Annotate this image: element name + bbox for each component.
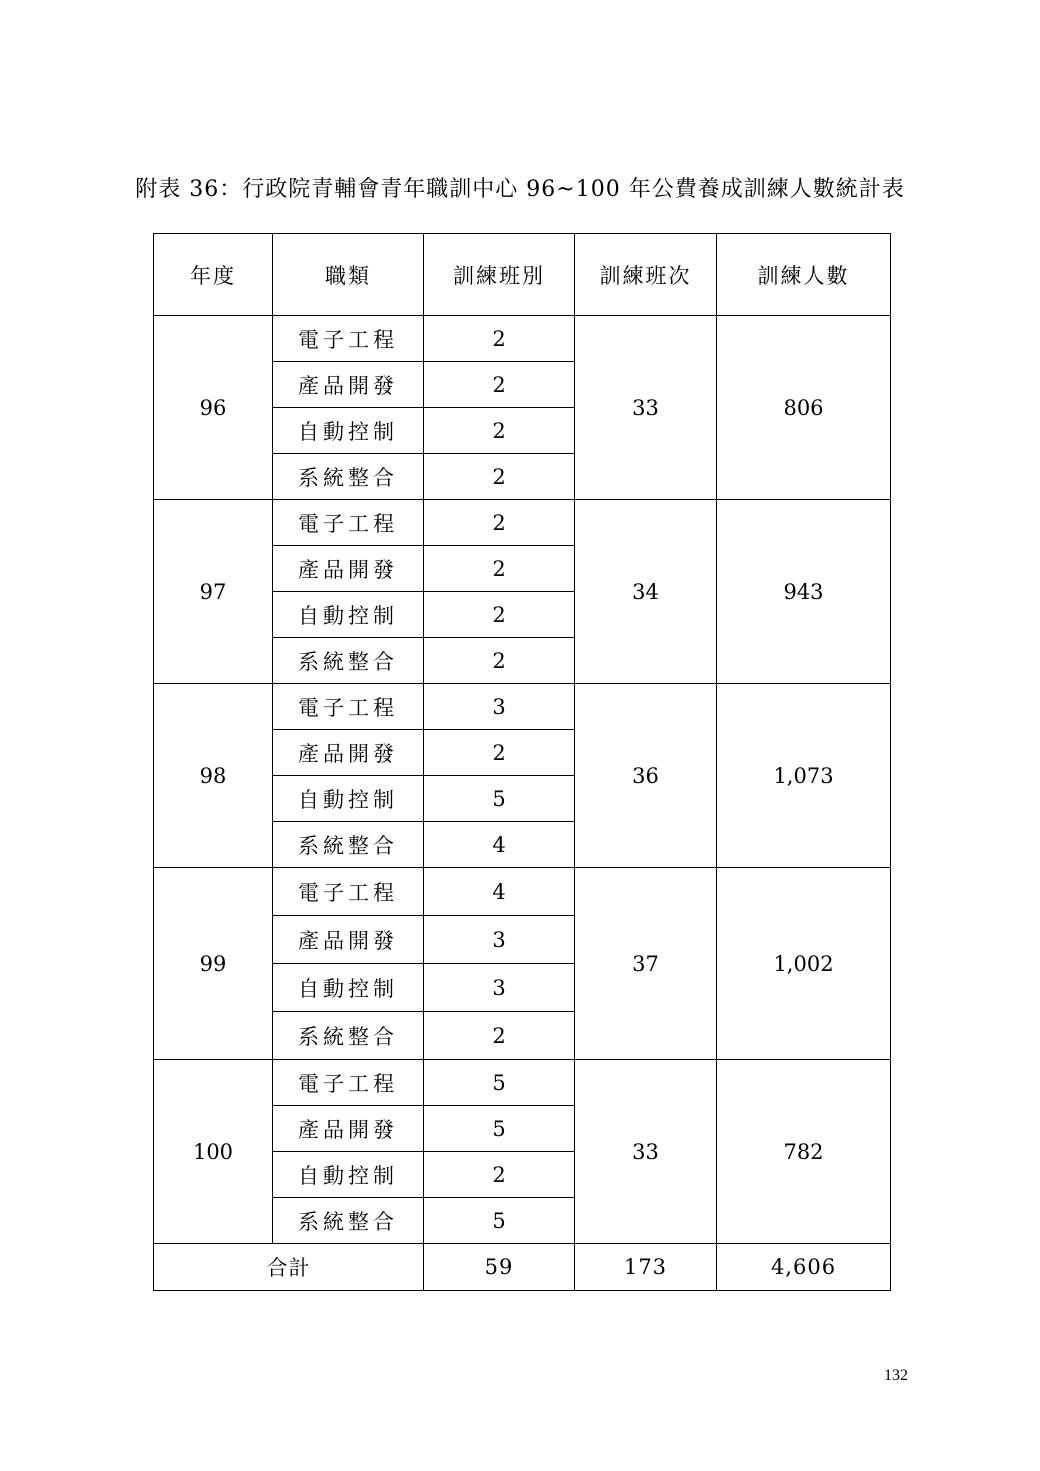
year-cell: 97 (154, 500, 273, 684)
total-trainees: 4,606 (717, 1244, 891, 1291)
classes-cell: 2 (424, 316, 575, 362)
table-row (154, 684, 891, 730)
category-cell: 自動控制 (273, 776, 424, 822)
category-cell: 自動控制 (273, 592, 424, 638)
classes-cell: 3 (424, 916, 575, 964)
category-cell: 產品開發 (273, 730, 424, 776)
classes-cell: 5 (424, 1198, 575, 1244)
classes-cell: 2 (424, 730, 575, 776)
classes-cell: 2 (424, 454, 575, 500)
total-sessions: 173 (575, 1244, 717, 1291)
year-cell: 100 (154, 1060, 273, 1244)
classes-cell: 5 (424, 1106, 575, 1152)
classes-cell: 5 (424, 776, 575, 822)
header-category: 職類 (273, 234, 424, 316)
category-cell: 系統整合 (273, 822, 424, 868)
trainees-cell: 782 (717, 1060, 891, 1244)
category-cell: 系統整合 (273, 454, 424, 500)
category-cell: 電子工程 (273, 316, 424, 362)
sessions-cell: 37 (575, 868, 717, 1060)
year-cell: 99 (154, 868, 273, 1060)
sessions-cell: 33 (575, 1060, 717, 1244)
category-cell: 產品開發 (273, 546, 424, 592)
category-cell: 自動控制 (273, 1152, 424, 1198)
category-cell: 電子工程 (273, 500, 424, 546)
classes-cell: 2 (424, 546, 575, 592)
category-cell: 系統整合 (273, 1198, 424, 1244)
classes-cell: 2 (424, 638, 575, 684)
training-statistics-table (153, 233, 891, 1291)
classes-cell: 2 (424, 500, 575, 546)
sessions-cell: 33 (575, 316, 717, 500)
classes-cell: 5 (424, 1060, 575, 1106)
sessions-cell: 36 (575, 684, 717, 868)
category-cell: 產品開發 (273, 362, 424, 408)
header-class-types: 訓練班別 (424, 234, 575, 316)
header-row (154, 234, 891, 316)
classes-cell: 3 (424, 684, 575, 730)
category-cell: 電子工程 (273, 1060, 424, 1106)
total-classes: 59 (424, 1244, 575, 1291)
header-trainees: 訓練人數 (717, 234, 891, 316)
table-caption: 附表 36：行政院青輔會青年職訓中心 96~100 年公費養成訓練人數統計表 (135, 177, 905, 202)
category-cell: 系統整合 (273, 638, 424, 684)
table-row (154, 1060, 891, 1106)
year-cell: 98 (154, 684, 273, 868)
sessions-cell: 34 (575, 500, 717, 684)
header-sessions: 訓練班次 (575, 234, 717, 316)
category-cell: 電子工程 (273, 684, 424, 730)
classes-cell: 3 (424, 964, 575, 1012)
classes-cell: 2 (424, 408, 575, 454)
category-cell: 產品開發 (273, 1106, 424, 1152)
page-number: 132 (884, 1367, 908, 1384)
trainees-cell: 1,073 (717, 684, 891, 868)
trainees-cell: 943 (717, 500, 891, 684)
total-row (154, 1244, 891, 1291)
classes-cell: 2 (424, 592, 575, 638)
category-cell: 系統整合 (273, 1012, 424, 1060)
table-row (154, 500, 891, 546)
category-cell: 產品開發 (273, 916, 424, 964)
year-cell: 96 (154, 316, 273, 500)
trainees-cell: 806 (717, 316, 891, 500)
category-cell: 自動控制 (273, 408, 424, 454)
total-label: 合計 (154, 1244, 424, 1291)
trainees-cell: 1,002 (717, 868, 891, 1060)
classes-cell: 4 (424, 822, 575, 868)
category-cell: 自動控制 (273, 964, 424, 1012)
classes-cell: 2 (424, 1152, 575, 1198)
classes-cell: 2 (424, 1012, 575, 1060)
classes-cell: 4 (424, 868, 575, 916)
header-year: 年度 (154, 234, 273, 316)
table-row (154, 316, 891, 362)
category-cell: 電子工程 (273, 868, 424, 916)
table-row (154, 868, 891, 916)
classes-cell: 2 (424, 362, 575, 408)
